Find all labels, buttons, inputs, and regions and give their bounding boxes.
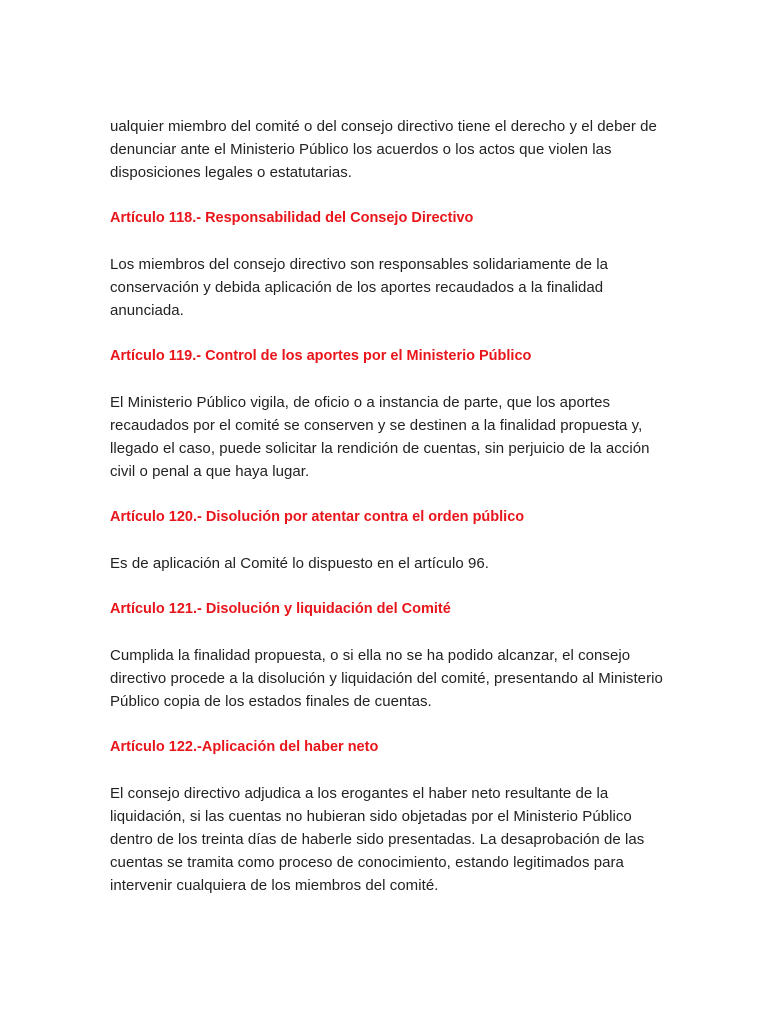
paragraph-article-118: Los miembros del consejo directivo son responsables solidariamente de la conservación y debida aplicación de los aportes recaudados a la finalidad anunciada.	[110, 256, 609, 319]
paragraph-article-122: El consejo directivo adjudica a los erogantes el haber neto resultante de la liquidación, si las cuentas no hubieran sido objetadas por el Ministerio Público dentro de los treinta días de haberle sido presentadas. La desaprobación de las cuentas se tramita como proceso de conocimiento, estando legitimados para intervenir cualquiera de los miembros del comité.	[110, 785, 645, 894]
heading-article-118: Artículo 118.- Responsabilidad del Consejo Directivo	[110, 210, 474, 226]
paragraph-article-120: Es de aplicación al Comité lo dispuesto en el artículo 96.	[110, 555, 489, 572]
document-page	[110, 115, 665, 920]
heading-article-121: Artículo 121.- Disolución y liquidación del Comité	[110, 601, 451, 617]
paragraph-intro: ualquier miembro del comité o del consejo directivo tiene el derecho y el deber de denunciar ante el Ministerio Público los acuerdos o los actos que violen las disposiciones legales o estatutarias.	[110, 118, 657, 181]
paragraph-article-119: El Ministerio Público vigila, de oficio o a instancia de parte, que los aportes recaudados por el comité se conserven y se destinen a la finalidad propuesta y, llegado el caso, puede solicitar la rendición de cuentas, sin perjuicio de la acción civil o penal a que haya lugar.	[110, 394, 650, 480]
paragraph-article-121: Cumplida la finalidad propuesta, o si ella no se ha podido alcanzar, el consejo directivo procede a la disolución y liquidación del comité, presentando al Ministerio Público copia de los estados finales de cuentas.	[110, 647, 663, 710]
heading-article-119: Artículo 119.- Control de los aportes por el Ministerio Público	[110, 348, 532, 364]
heading-article-122: Artículo 122.-Aplicación del haber neto	[110, 739, 379, 755]
heading-article-120: Artículo 120.- Disolución por atentar contra el orden público	[110, 509, 525, 525]
